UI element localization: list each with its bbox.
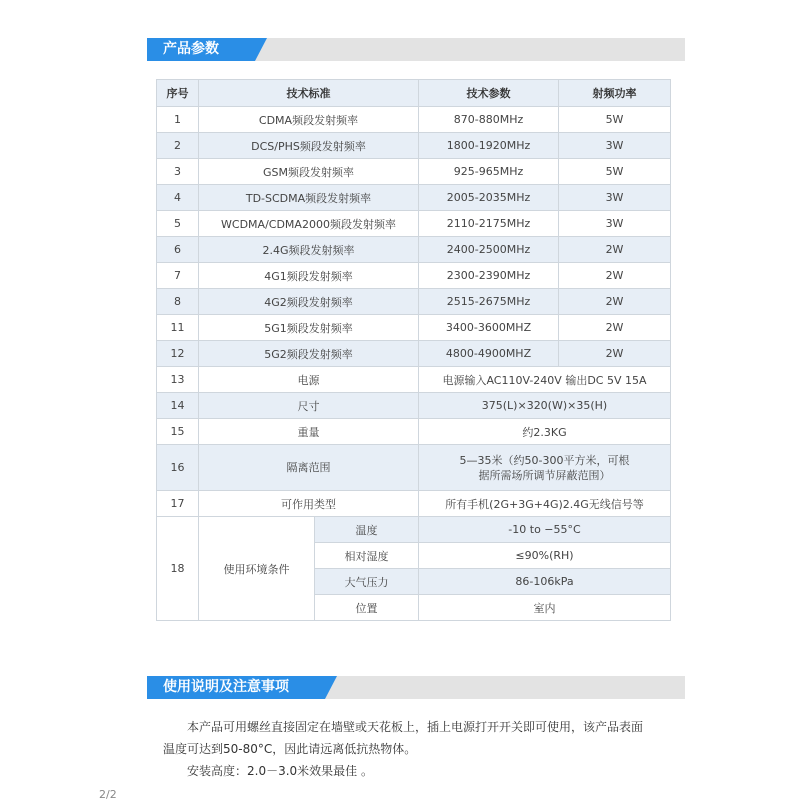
env-label: 使用环境条件 — [199, 517, 315, 621]
env-item-label: 温度 — [315, 517, 419, 543]
table-row — [157, 341, 671, 367]
row-value — [419, 445, 671, 491]
table-row — [157, 263, 671, 289]
usage-notes-title: 使用说明及注意事项 — [147, 676, 325, 699]
env-item-label: 大气压力 — [315, 569, 419, 595]
notes-line-2: 温度可达到50-80°C，因此请远离低抗热物体。 — [163, 742, 417, 756]
table-row — [157, 133, 671, 159]
table-row — [157, 237, 671, 263]
row-no: 6 — [157, 237, 199, 263]
row-power: 3W — [559, 211, 671, 237]
env-conditions-table — [156, 516, 671, 621]
row-power: 2W — [559, 237, 671, 263]
isolation-range-row — [157, 445, 671, 491]
range-value-line2: 据所需场所调节屏蔽范围） — [478, 468, 611, 482]
row-power: 2W — [559, 263, 671, 289]
row-no: 1 — [157, 107, 199, 133]
row-no: 12 — [157, 341, 199, 367]
notes-install-height: 安装高度：2.0－3.0米效果最佳 。 — [187, 764, 373, 778]
row-no: 18 — [157, 517, 199, 621]
table-header-row — [157, 80, 671, 107]
row-no: 15 — [157, 419, 199, 445]
env-item-value: ≤90%(RH) — [419, 543, 671, 569]
size-row — [157, 393, 671, 419]
row-standard: GSM频段发射频率 — [199, 159, 419, 185]
row-no: 11 — [157, 315, 199, 341]
row-param: 4800-4900MHZ — [419, 341, 559, 367]
table-row — [157, 107, 671, 133]
row-no: 14 — [157, 393, 199, 419]
env-item-value: 室内 — [419, 595, 671, 621]
row-value: 所有手机(2G+3G+4G)2.4G无线信号等 — [419, 491, 671, 517]
row-standard: 4G1频段发射频率 — [199, 263, 419, 289]
row-param: 870-880MHz — [419, 107, 559, 133]
row-label: 尺寸 — [199, 393, 419, 419]
row-power: 2W — [559, 289, 671, 315]
col-header-no: 序号 — [157, 80, 199, 107]
product-params-title: 产品参数 — [147, 38, 255, 61]
spec-table — [156, 79, 671, 517]
page-number: 2/2 — [99, 788, 117, 801]
row-value: 电源输入AC110V-240V 输出DC 5V 15A — [419, 367, 671, 393]
row-standard: 5G2频段发射频率 — [199, 341, 419, 367]
row-no: 7 — [157, 263, 199, 289]
row-no: 13 — [157, 367, 199, 393]
env-item-label: 位置 — [315, 595, 419, 621]
row-param: 2005-2035MHz — [419, 185, 559, 211]
row-param: 2515-2675MHz — [419, 289, 559, 315]
env-item-label: 相对湿度 — [315, 543, 419, 569]
usage-notes — [163, 716, 683, 782]
row-power: 3W — [559, 133, 671, 159]
env-item-value: -10 to −55°C — [419, 517, 671, 543]
notes-line-1: 本产品可用螺丝直接固定在墙壁或天花板上，插上电源打开开关即可使用，该产品表面 — [187, 720, 644, 734]
env-item-value: 86-106kPa — [419, 569, 671, 595]
row-standard: 4G2频段发射频率 — [199, 289, 419, 315]
row-label: 隔离范围 — [199, 445, 419, 491]
col-header-standard: 技术标准 — [199, 80, 419, 107]
row-param: 1800-1920MHz — [419, 133, 559, 159]
power-supply-row — [157, 367, 671, 393]
table-row — [157, 185, 671, 211]
row-no: 3 — [157, 159, 199, 185]
row-label: 电源 — [199, 367, 419, 393]
env-row — [157, 517, 671, 543]
row-param: 2110-2175MHz — [419, 211, 559, 237]
row-label: 可作用类型 — [199, 491, 419, 517]
row-standard: 2.4G频段发射频率 — [199, 237, 419, 263]
row-power: 3W — [559, 185, 671, 211]
row-standard: CDMA频段发射频率 — [199, 107, 419, 133]
row-power: 2W — [559, 315, 671, 341]
row-param: 3400-3600MHZ — [419, 315, 559, 341]
row-power: 5W — [559, 107, 671, 133]
row-value: 约2.3KG — [419, 419, 671, 445]
row-label: 重量 — [199, 419, 419, 445]
col-header-power: 射频功率 — [559, 80, 671, 107]
range-value-line1: 5—35米（约50-300平方米，可根 — [459, 453, 630, 467]
col-header-param: 技术参数 — [419, 80, 559, 107]
row-no: 17 — [157, 491, 199, 517]
row-no: 5 — [157, 211, 199, 237]
row-power: 2W — [559, 341, 671, 367]
table-row — [157, 315, 671, 341]
row-param: 2300-2390MHz — [419, 263, 559, 289]
row-no: 8 — [157, 289, 199, 315]
usage-notes-header — [147, 676, 685, 699]
table-row — [157, 289, 671, 315]
row-param: 2400-2500MHz — [419, 237, 559, 263]
product-params-header — [147, 38, 685, 61]
row-no: 4 — [157, 185, 199, 211]
row-value: 375(L)×320(W)×35(H) — [419, 393, 671, 419]
table-row — [157, 159, 671, 185]
row-power: 5W — [559, 159, 671, 185]
row-standard: TD-SCDMA频段发射频率 — [199, 185, 419, 211]
row-param: 925-965MHz — [419, 159, 559, 185]
weight-row — [157, 419, 671, 445]
row-no: 2 — [157, 133, 199, 159]
row-standard: 5G1频段发射频率 — [199, 315, 419, 341]
row-no: 16 — [157, 445, 199, 491]
row-standard: WCDMA/CDMA2000频段发射频率 — [199, 211, 419, 237]
row-standard: DCS/PHS频段发射频率 — [199, 133, 419, 159]
table-row — [157, 211, 671, 237]
applicable-type-row — [157, 491, 671, 517]
